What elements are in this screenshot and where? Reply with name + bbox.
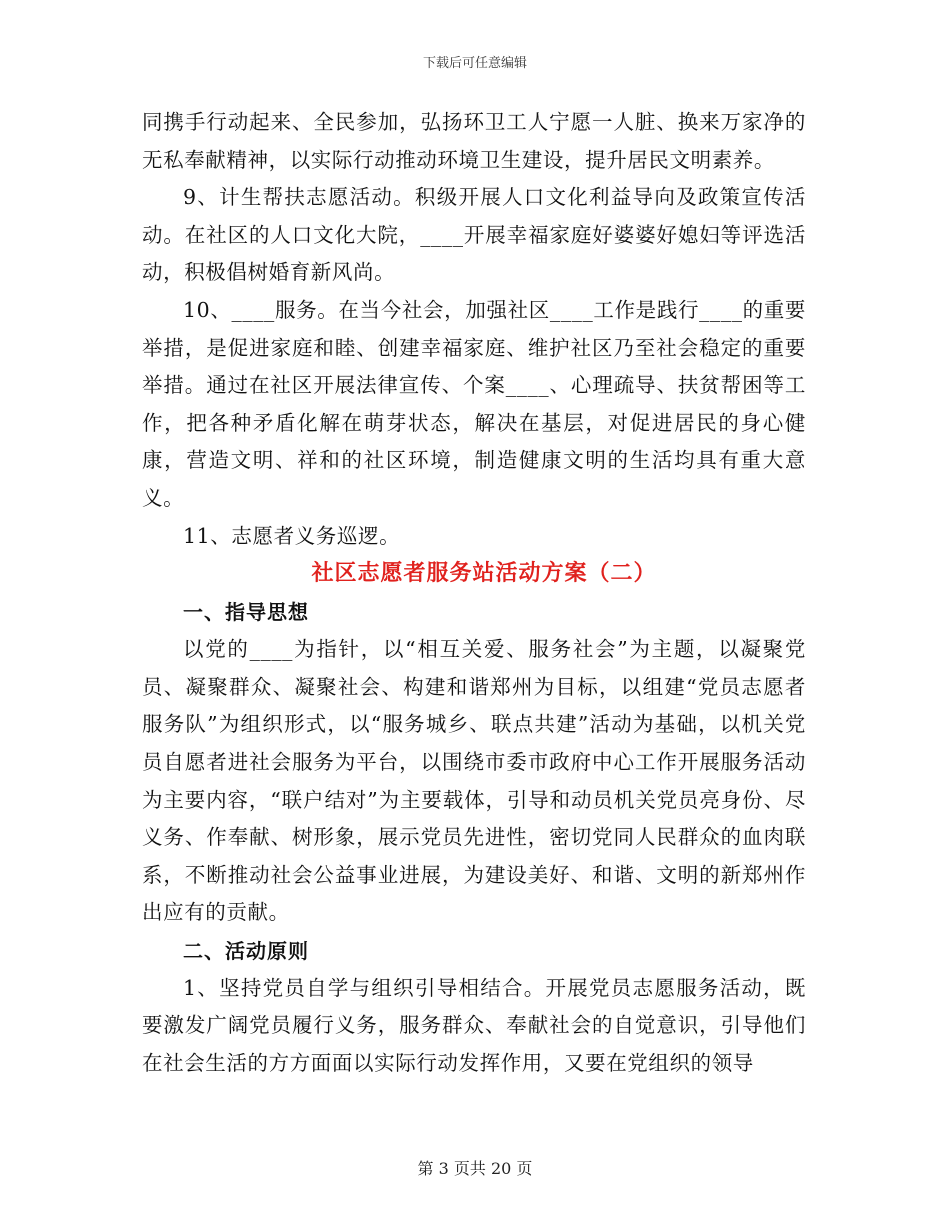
paragraph-item-9: 9、计生帮扶志愿活动。积级开展人口文化利益导向及政策宣传活动。在社区的人口文化大院，____开展幸福家庭好婆婆好媳妇等评选活动，积极倡树婚育新风尚。	[142, 185, 806, 285]
page-footer: 第 3 页共 20 页	[417, 1159, 533, 1178]
section-heading-guiding-ideology: 一、指导思想	[183, 600, 309, 625]
paragraph-item-10: 10、____服务。在当今社会，加强社区____工作是践行____的重要举措，是促进家庭和睦、创建幸福家庭、维护社区乃至社会稳定的重要举措。通过在社区开展法律宣传、个案____、心理疏导、扶贫帮困等工作，把各种矛盾化解在萌芽状态，解决在基层，对促进居民的身心健康，营造文明、祥和的社区环境，制造健康文明的生活均具有重大意义。	[142, 297, 806, 510]
paragraph-continuation: 同携手行动起来、全民参加，弘扬环卫工人宁愿一人脏、换来万家净的无私奉献精神，以实际行动推动环境卫生建设，提升居民文明素养。	[142, 110, 806, 172]
section-heading-principles: 二、活动原则	[183, 938, 309, 963]
paragraph-guiding-ideology: 以党的____为指针，以“相互关爱、服务社会”为主题，以凝聚党员、凝聚群众、凝聚社会、构建和谐郑州为目标，以组建“党员志愿者服务队”为组织形式，以“服务城乡、联点共建”活动为基础，以机关党员自愿者进社会服务为平台，以围绕市委市政府中心工作开展服务活动为主要内容，“联户结对”为主要载体，引导和动员机关党员亮身份、尽义务、作奉献、树形象，展示党员先进性，密切党同人民群众的血肉联系，不断推动社会公益事业进展，为建设美好、和谐、文明的新郑州作出应有的贡献。	[142, 637, 806, 925]
document-body	[142, 104, 806, 1083]
paragraph-item-11: 11、志愿者义务巡逻。	[183, 523, 401, 548]
document-title: 社区志愿者服务站活动方案（二）	[311, 561, 657, 587]
paragraph-principle-1: 1、坚持党员自学与组织引导相结合。开展党员志愿服务活动，既要激发广阔党员履行义务，服务群众、奉献社会的自觉意识，引导他们在社会生活的方方面面以实际行动发挥作用，又要在党组织的领导	[142, 975, 806, 1076]
header-note: 下载后可任意编辑	[422, 56, 527, 71]
